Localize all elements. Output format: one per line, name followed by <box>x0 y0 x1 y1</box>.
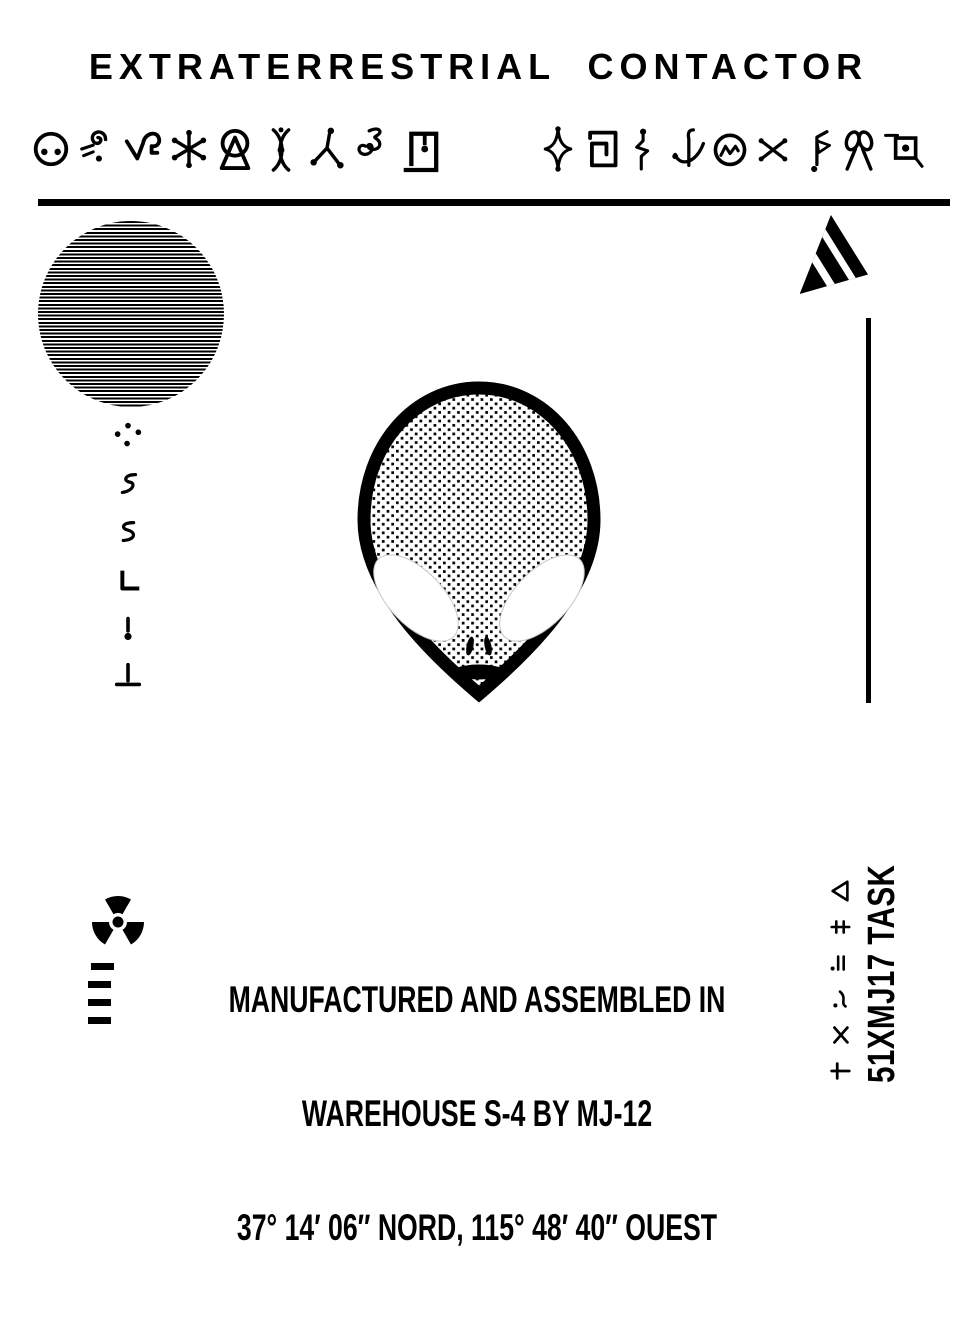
eye-lens-icon <box>260 122 302 176</box>
gauge-bar <box>88 1017 111 1024</box>
square-spiral-icon <box>581 122 621 176</box>
circle-face-icon <box>30 122 72 176</box>
curl-a-icon <box>112 468 144 500</box>
manufacture-text <box>153 905 801 1323</box>
star-nodes-icon <box>168 122 210 176</box>
alien-glyph-row-left <box>30 122 440 176</box>
manufacture-line-2: WAREHOUSE S-4 BY MJ-12 <box>301 1093 653 1134</box>
striped-triangle-craft-icon <box>786 210 868 298</box>
boxed-dot-icon <box>882 122 922 176</box>
alien-mouth <box>452 665 506 680</box>
gauge-bar <box>88 999 111 1006</box>
circle-zigzag-icon <box>710 122 750 176</box>
x-nodes-icon <box>753 122 793 176</box>
alien-head-icon <box>348 380 610 702</box>
manufacture-line-1: MANUFACTURED AND ASSEMBLED IN <box>228 979 726 1020</box>
gauge-bar <box>88 981 111 988</box>
wave-dot-icon <box>828 987 852 1011</box>
header-divider <box>38 199 950 206</box>
coordinates-line: 37° 14′ 06″ NORD, 115° 48′ 40″ OUEST <box>236 1207 718 1248</box>
four-dots-icon <box>112 420 144 452</box>
side-symbol-row <box>828 858 852 1083</box>
corner-l-icon <box>112 564 144 596</box>
double-dagger-icon <box>828 915 852 939</box>
ground-tack-icon <box>112 660 144 692</box>
x-mark-icon <box>828 1023 852 1047</box>
double-bar-dot-icon <box>828 951 852 975</box>
alien-glyph-row-right <box>538 122 922 176</box>
page-title: EXTRATERRESTRIAL CONTACTOR <box>88 46 869 87</box>
circle-tent-icon <box>214 122 256 176</box>
spiral-comet-icon <box>76 122 118 176</box>
alien-symbol-column <box>112 420 144 692</box>
vertical-rule <box>866 318 871 703</box>
double-loop-icon <box>839 122 879 176</box>
triangle-outline-icon <box>828 879 852 903</box>
cross-tack-icon <box>828 1059 852 1083</box>
halftone-circle-icon <box>38 221 224 407</box>
star-diamond-icon <box>538 122 578 176</box>
side-code-block <box>828 858 908 1083</box>
radiation-trefoil-icon <box>88 892 148 952</box>
square-spiral-dot-icon <box>398 122 440 176</box>
drop-line-icon <box>112 612 144 644</box>
curl-b-icon <box>112 516 144 548</box>
hook-wave-icon <box>122 122 164 176</box>
task-code: 51XMJ17 TASK <box>861 864 903 1083</box>
gauge-bar <box>91 963 114 970</box>
trident-nodes-icon <box>306 122 348 176</box>
zigzag-pin-icon <box>624 122 664 176</box>
triple-curl-icon <box>352 122 394 176</box>
sickle-cross-icon <box>667 122 707 176</box>
flag-pennant-icon <box>796 122 836 176</box>
